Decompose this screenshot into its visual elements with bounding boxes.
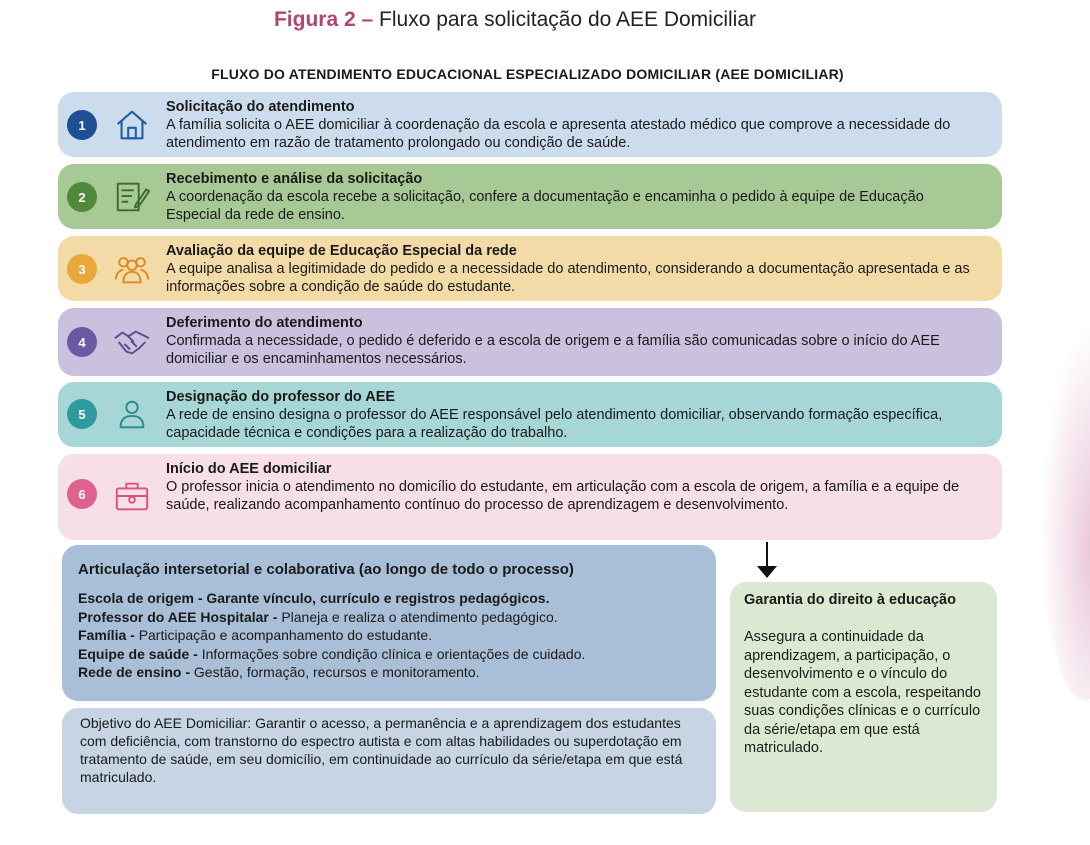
step-title: Avaliação da equipe de Educação Especial da rede <box>166 243 517 259</box>
figure-title <box>0 8 1030 32</box>
guarantee-box <box>730 582 997 812</box>
step-number-badge: 1 <box>67 110 97 140</box>
decorative-splash <box>1040 320 1090 700</box>
flow-title: FLUXO DO ATENDIMENTO EDUCACIONAL ESPECIALIZADO DOMICILIAR (AEE DOMICILIAR) <box>211 66 844 82</box>
list-item: Família - Participação e acompanhamento do estudante. <box>78 627 433 643</box>
team-icon <box>113 250 151 288</box>
step-description: A equipe analisa a legitimidade do pedido e a necessidade do atendimento, considerando a documentação apresentada e as informações sobre a condição de saúde do estudante. <box>166 261 970 295</box>
flow-step-1 <box>58 92 1002 157</box>
step-number-badge: 3 <box>67 254 97 284</box>
step-title: Designação do professor do AEE <box>166 389 396 405</box>
objective-box <box>62 708 716 814</box>
step-title: Deferimento do atendimento <box>166 315 363 331</box>
step-description: A rede de ensino designa o professor do AEE responsável pelo atendimento domiciliar, observando formação específica, capacidade técnica e condições para a realização do trabalho. <box>166 407 943 441</box>
document-edit-icon <box>113 178 151 216</box>
arrow-down-icon <box>757 566 777 578</box>
step-title: Recebimento e análise da solicitação <box>166 171 423 187</box>
flow-step-6 <box>58 454 1002 540</box>
articulation-list <box>78 589 585 682</box>
step-description: O professor inicia o atendimento no domicílio do estudante, em articulação com a escola de origem, a família e a equipe de saúde, realizando acompanhamento contínuo do processo de aprendizagem e desenvolvimento. <box>166 479 960 513</box>
flow-step-3 <box>58 236 1002 301</box>
step-description: A família solicita o AEE domiciliar à coordenação da escola e apresenta atestado médico que comprove a necessidade do atendimento em razão de tratamento prolongado ou condição de saúde. <box>166 117 951 151</box>
handshake-icon <box>113 323 151 361</box>
guarantee-text: Assegura a continuidade da aprendizagem, a participação, o desenvolvimento e o vínculo do estudante com a escola, respeitando suas condições clínicas e o currículo da série/etapa em que está matriculado. <box>744 629 981 756</box>
step-number-badge: 2 <box>67 182 97 212</box>
flow-step-5 <box>58 382 1002 447</box>
medical-kit-icon <box>113 477 151 515</box>
home-icon <box>113 106 151 144</box>
articulation-title: Articulação intersetorial e colaborativa (ao longo de todo o processo) <box>78 561 574 578</box>
figure-caption: Fluxo para solicitação do AEE Domiciliar <box>379 8 757 31</box>
person-icon <box>113 395 151 433</box>
step-title: Início do AEE domiciliar <box>166 461 332 477</box>
list-item: Equipe de saúde - Informações sobre condição clínica e orientações de cuidado. <box>78 645 586 662</box>
list-item: Escola de origem - Garante vínculo, currículo e registros pedagógicos. <box>78 590 550 606</box>
flow-step-2 <box>58 164 1002 229</box>
articulation-box <box>62 545 716 701</box>
figure-label: Figura 2 – <box>273 8 374 31</box>
objective-text: Objetivo do AEE Domiciliar: Garantir o acesso, a permanência e a aprendizagem dos estudantes com deficiência, com transtorno do espectro autista e com altas habilidades ou superdotação em tratamento de saúde, em seu domicílio, em continuidade ao currículo da série/etapa em que está matriculado. <box>80 715 683 785</box>
flow-step-4 <box>58 308 1002 376</box>
step-number-badge: 5 <box>67 399 97 429</box>
list-item: Rede de ensino - Gestão, formação, recursos e monitoramento. <box>78 664 480 680</box>
step-description: Confirmada a necessidade, o pedido é deferido e a escola de origem e a família são comunicadas sobre o início do AEE domiciliar e os encaminhamentos necessários. <box>166 333 940 367</box>
guarantee-title: Garantia do direito à educação <box>744 592 956 608</box>
list-item: Professor do AEE Hospitalar - Planeja e realiza o atendimento pedagógico. <box>78 608 558 625</box>
step-description: A coordenação da escola recebe a solicitação, confere a documentação e encaminha o pedido à equipe de Educação Especial da rede de ensino. <box>166 189 924 223</box>
step-number-badge: 4 <box>67 327 97 357</box>
step-number-badge: 6 <box>67 479 97 509</box>
step-title: Solicitação do atendimento <box>166 99 355 115</box>
